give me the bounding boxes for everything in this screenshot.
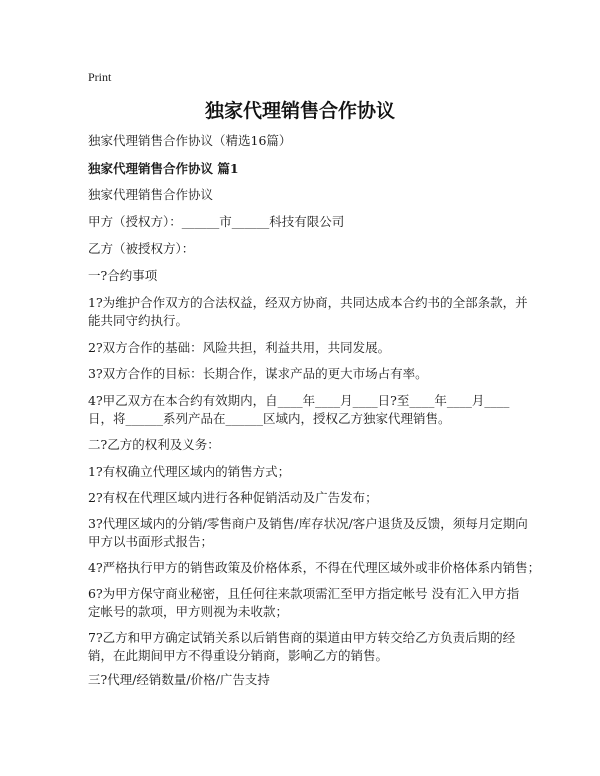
paragraph: 1?为维护合作双方的合法权益，经双方协商，共同达成本合约书的全部条款，并能共同守约执行。 bbox=[88, 295, 528, 328]
paragraph: 2?双方合作的基础：风险共担，利益共用，共同发展。 bbox=[88, 340, 391, 355]
section-heading-3: 三?代理/经销数量/价格/广告支持 bbox=[88, 672, 270, 687]
paragraph: 3?代理区域内的分销/零售商户及销售/库存状况/客户退货及反馈，须每月定期向甲方以书面形式报告； bbox=[88, 516, 528, 549]
paragraph: 独家代理销售合作协议 bbox=[88, 187, 214, 202]
section-heading-1: 一?合约事项 bbox=[88, 268, 158, 283]
document-title: 独家代理销售合作协议 bbox=[204, 100, 395, 122]
document-subtitle: 独家代理销售合作协议（精选16篇） bbox=[88, 133, 292, 148]
paragraph: 4?甲乙双方在本合约有效期内，自____年____月____日?至____年____月____日，将______系列产品在______区域内，授权乙方独家代理销售。 bbox=[88, 393, 510, 426]
section-heading: 独家代理销售合作协议 篇1 bbox=[88, 161, 239, 176]
print-link[interactable]: Print bbox=[88, 70, 112, 84]
paragraph: 6?为甲方保守商业秘密，且任何往来款项需汇至甲方指定帐号 没有汇入甲方指定帐号的款项，甲方则视为未收款； bbox=[88, 586, 520, 619]
paragraph: 3?双方合作的目标：长期合作，谋求产品的更大市场占有率。 bbox=[88, 366, 428, 381]
paragraph: 2?有权在代理区域内进行各种促销活动及广告发布； bbox=[88, 490, 378, 505]
paragraph: 4?严格执行甲方的销售政策及价格体系，不得在代理区域外或非价格体系内销售； bbox=[88, 560, 541, 575]
paragraph: 7?乙方和甲方确定试销关系以后销售商的渠道由甲方转交给乙方负责后期的经销，在此期间甲方不得重设分销商，影响乙方的销售。 bbox=[88, 630, 516, 663]
paragraph-party-b: 乙方（被授权方）： bbox=[88, 241, 195, 256]
paragraph-party-a: 甲方（授权方）：______市______科技有限公司 bbox=[88, 214, 345, 229]
section-heading-2: 二?乙方的权利及义务： bbox=[88, 437, 220, 452]
paragraph: 1?有权确立代理区域内的销售方式； bbox=[88, 464, 291, 479]
